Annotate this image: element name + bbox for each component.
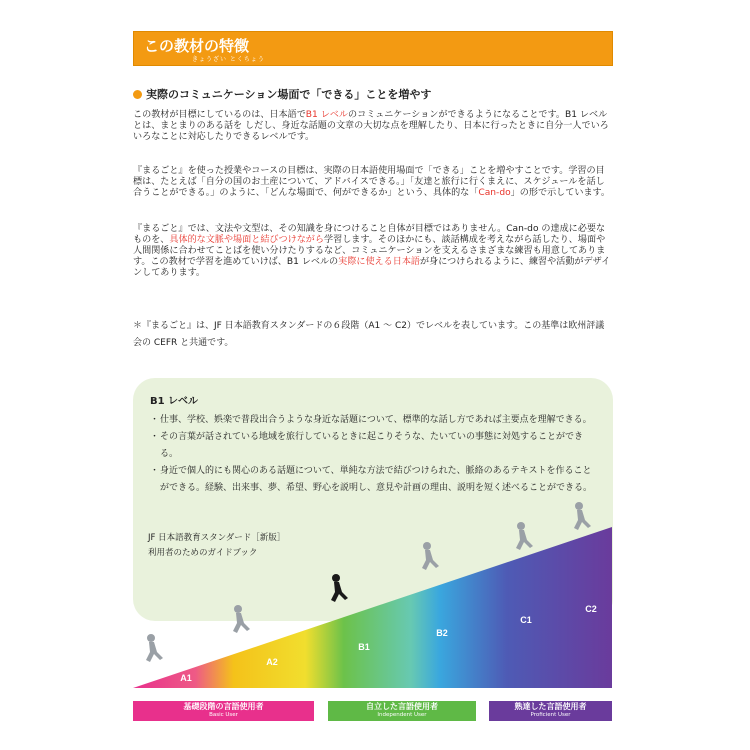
para2-text-b: 」の形で示しています。 (510, 188, 610, 198)
header-ruby: きょうざい とくちょう (192, 56, 265, 63)
para3-text-a: 『まるごと』では、文法や文型は、その知識を身につけること自体が目標ではありません。Can-do の達成に必要なものを、 (133, 224, 606, 245)
runner-icon (422, 542, 439, 570)
runner-icon (233, 605, 250, 633)
b1-title: B1 レベル (150, 396, 199, 407)
independent-user-en: Independent User (377, 712, 427, 718)
independent-user-label: 自立した言語使用者 (366, 702, 438, 711)
section-heading-text: 実際のコミュニケーション場面で「できる」ことを増やす (146, 88, 432, 101)
proficient-user-en: Proficient User (530, 712, 571, 718)
level-label-B1: B1 (358, 642, 370, 652)
proficient-user-bar (489, 701, 612, 721)
level-label-A1: A1 (180, 673, 192, 683)
para3-highlight-b: 実際に使える日本語 (338, 257, 421, 267)
proficient-user-label: 熟達した言語使用者 (514, 702, 587, 711)
para3-text-b: 学習します。そのほかにも、談話構成を考えながら話したり、場面や人間関係に合わせてことばを使い分けたりするなど、コミュニケーションを支えるさまざまな練習も用意してあります。この教材で学習を進めていけば、B1 レベルの (133, 235, 606, 267)
footnote: ＊『まるごと』は、JF 日本語教育スタンダードの６段階（A1 ～ C2）でレベルを表しています。この基準は欧州評議会の CEFR と共通です。 (133, 321, 605, 348)
independent-user-bar (328, 701, 476, 721)
para2-text-a: 『まるごと』を使った授業やコースの目標は、実際の日本語使用場面で「できる」ことを増やすことです。学習の目標は、たとえば「自分の国のお土産について、アドバイスできる。」「友達と旅行に行くまえに、スケジュールを話し合うことができる。」のように、「どんな場面で、何ができるか」という、具体的な「 (133, 166, 605, 198)
para3-text-c: が身につけられるように、練習や活動がデザインしてあります。 (133, 257, 611, 278)
b1-item-text: 身近で個人的にも関心のある話題について、単純な方法で結びつけられた、脈絡のあるテキストを作ることができる。経験、出来事、夢、希望、野心を説明し、意見や計画の理由、説明を短く述べることができる。 (160, 466, 593, 493)
para1-text-a: この教材が目標にしているのは、日本語で (133, 110, 306, 120)
basic-user-bar (133, 701, 314, 721)
b1-item-text: 仕事、学校、娯楽で普段出合うような身近な話題について、標準的な話し方であれば主要点を理解できる。 (160, 415, 592, 425)
list-item: ・ 仕事、学校、娯楽で普段出合うような身近な話題について、標準的な話し方であれば主要点を理解できる。 (150, 412, 600, 429)
level-label-A2: A2 (266, 657, 278, 667)
basic-user-en: Basic User (209, 712, 238, 718)
level-label-B2: B2 (436, 628, 448, 638)
guide-line-2: 利用者のためのガイドブック (148, 548, 258, 558)
level-label-C2: C2 (585, 604, 597, 614)
para1-text-b: のコミュニケーションができるようになることです。B1 レベルとは、まとまりのある話を しだし、身近な話題の文章の大切な点を理解したり、日本に行ったときに自分一人でいろいろなことに対応したりできるレベルです。 (133, 110, 609, 142)
runner-icon (516, 522, 533, 550)
runner-b1-icon (331, 574, 348, 602)
para1-highlight: B1 レベル (305, 110, 348, 120)
para2-highlight: Can-do (478, 188, 511, 198)
header-title: この教材の特徴 (144, 37, 250, 55)
level-slope (133, 527, 612, 688)
runner-icon (146, 634, 163, 662)
para3-highlight-a: 具体的な文脈や場面と結びつけながら (169, 235, 324, 245)
basic-user-label: 基礎段階の言語使用者 (183, 702, 264, 711)
guide-line-1: JF 日本語教育スタンダード［新版］ (148, 533, 286, 543)
list-item: ・ その言葉が話されている地域を旅行しているときに起こりそうな、たいていの事態に対処することができる。 (150, 429, 600, 463)
b1-item-text: その言葉が話されている地域を旅行しているときに起こりそうな、たいていの事態に対処することができる。 (160, 432, 584, 459)
runner-icon (574, 502, 591, 530)
list-item: ・ 身近で個人的にも関心のある話題について、単純な方法で結びつけられた、脈絡のあるテキストを作ることができる。経験、出来事、夢、希望、野心を説明し、意見や計画の理由、説明を短く述べることができる。 (150, 463, 600, 497)
level-label-C1: C1 (520, 615, 532, 625)
